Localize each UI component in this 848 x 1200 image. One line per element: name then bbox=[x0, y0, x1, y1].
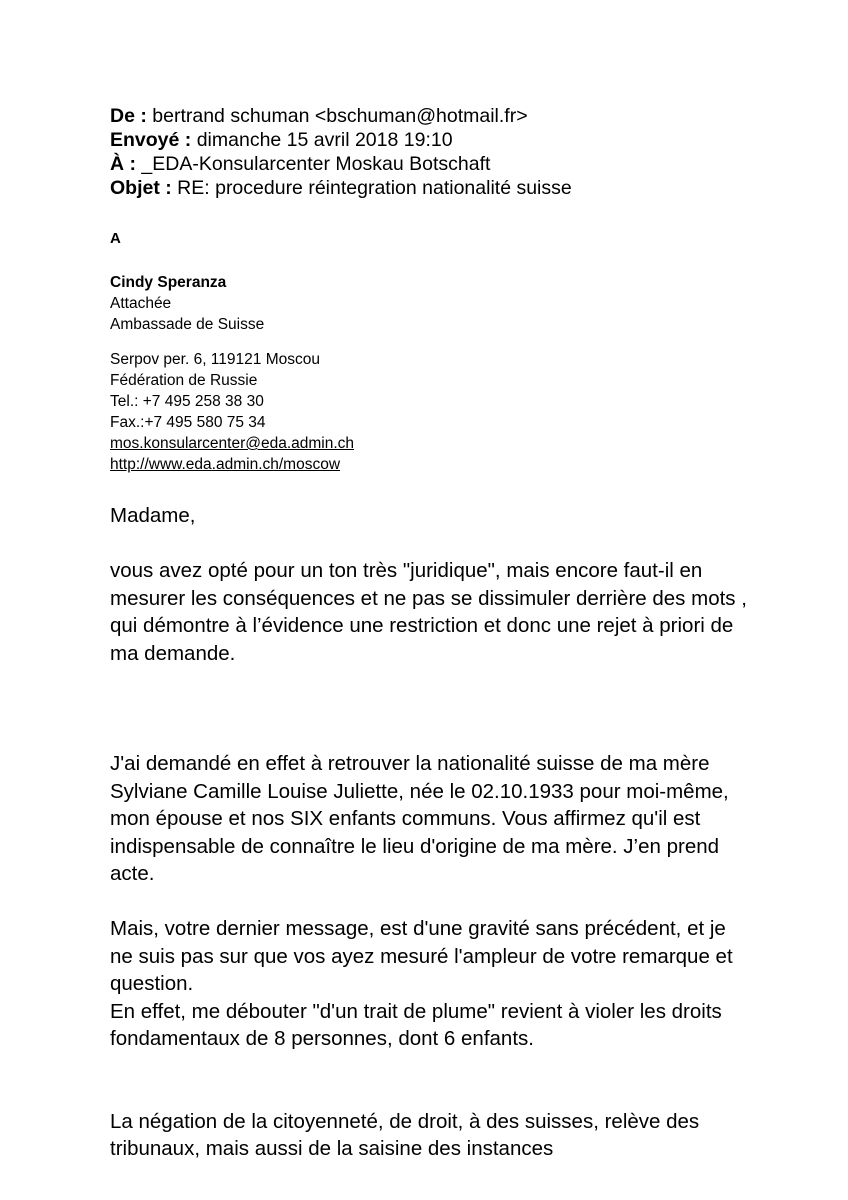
header-sent-row bbox=[110, 128, 810, 152]
sent-label: Envoyé : bbox=[110, 129, 192, 151]
signature-address-1: Serpov per. 6, 119121 Moscou bbox=[110, 351, 320, 368]
paragraph-4: En effet, me débouter "d'un trait de plume" revient à violer les droits fondamentaux de 8 personnes, dont 6 enfants. bbox=[110, 999, 722, 1050]
signature-name: Cindy Speranza bbox=[110, 274, 227, 291]
to-value: _EDA-Konsularcenter Moskau Botschaft bbox=[141, 153, 491, 175]
recipient-marker: A bbox=[110, 230, 121, 247]
subject-value: RE: procedure réintegration nationalité suisse bbox=[177, 177, 572, 199]
header-from-row bbox=[110, 104, 810, 128]
subject-label: Objet : bbox=[110, 177, 172, 199]
signature-title: Attachée bbox=[110, 295, 172, 312]
header-subject-row bbox=[110, 176, 810, 200]
greeting: Madame, bbox=[110, 504, 196, 527]
paragraph-1: vous avez opté pour un ton très "juridique", mais encore faut-il en mesurer les conséquences et ne pas se dissimuler derrière des mots , qui démontre à l’évidence une restriction et donc une rejet à priori de ma demande. bbox=[110, 559, 747, 665]
signature-website-link[interactable]: http://www.eda.admin.ch/moscow bbox=[110, 456, 341, 473]
paragraph-2: J'ai demandé en effet à retrouver la nationalité suisse de ma mère Sylviane Camille Louise Juliette, née le 02.10.1933 pour moi-même, mon épouse et nos SIX enfants communs. Vous affirmez qu'il est indispensable de connaître le lieu d'origine de ma mère. J’en prend acte. bbox=[110, 752, 729, 885]
signature-org: Ambassade de Suisse bbox=[110, 316, 265, 333]
paragraph-3: Mais, votre dernier message, est d'une gravité sans précédent, et je ne suis pas sur que vos ayez mesuré l'ampleur de votre remarque et question. bbox=[110, 917, 733, 995]
signature-tel: Tel.: +7 495 258 38 30 bbox=[110, 393, 264, 410]
to-label: À : bbox=[110, 153, 136, 175]
email-header bbox=[110, 104, 810, 200]
signature-email-link[interactable]: mos.konsularcenter@eda.admin.ch bbox=[110, 435, 355, 452]
from-value: bertrand schuman <bschuman@hotmail.fr> bbox=[152, 105, 528, 127]
signature-block bbox=[110, 272, 710, 475]
paragraph-5: La négation de la citoyenneté, de droit, à des suisses, relève des tribunaux, mais aussi de la saisine des instances bbox=[110, 1109, 700, 1160]
signature-fax: Fax.:+7 495 580 75 34 bbox=[110, 414, 266, 431]
from-label: De : bbox=[110, 105, 147, 127]
letter-body bbox=[110, 502, 750, 1163]
header-to-row bbox=[110, 152, 810, 176]
sent-value: dimanche 15 avril 2018 19:10 bbox=[196, 129, 453, 151]
signature-address-2: Fédération de Russie bbox=[110, 372, 258, 389]
